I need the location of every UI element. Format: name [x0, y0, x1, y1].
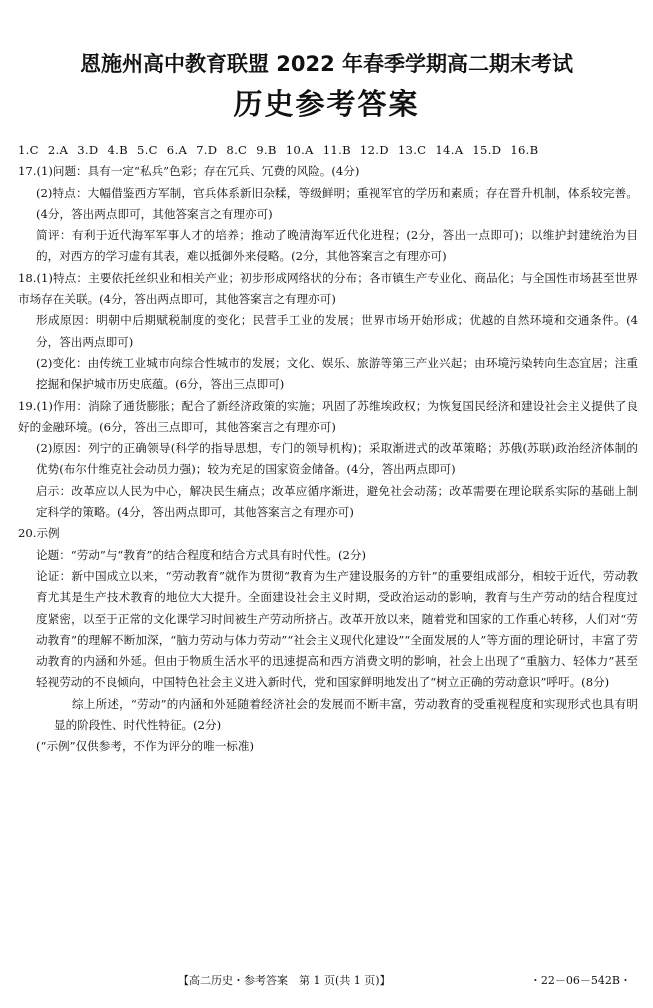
- q18-part2: (2)变化：由传统工业城市向综合性城市的发展；文化、娱乐、旅游等第三产业兴起；由环境污染转向生态宜居；注重挖掘和保护城市历史底蕴。(6分，答出三点即可): [36, 355, 638, 392]
- q19-insight: 启示：改革应以人民为中心，解决民生痛点；改革应循序渐进，避免社会动荡；改革需要在理论联系实际的基础上制定科学的策略。(4分，答出两点即可，其他答案言之有理亦可): [36, 483, 638, 520]
- q17-part2: (2)特点：大幅借鉴西方军制，官兵体系新旧杂糅，等级鲜明；重视军官的学历和素质；存在晋升机制，体系较完善。(4分，答出两点即可，其他答案言之有理亦可): [36, 185, 638, 221]
- mc-answer: 5.C: [136, 143, 158, 157]
- q20-heading: 20.示例: [18, 526, 60, 541]
- page-footer: [0, 972, 653, 992]
- q20-conclusion: 综上所述，“劳动”的内涵和外延随着经济社会的发展而不断丰富，劳动教育的受重视程度和实现形式也具有明显的阶段性、时代性特征。(2分): [54, 696, 638, 733]
- mc-answer: 12.D: [359, 143, 389, 157]
- mc-answer: 3.D: [77, 143, 99, 157]
- mc-answer: 13.C: [397, 143, 427, 157]
- document-subtitle: 历史参考答案: [233, 87, 420, 121]
- q17-evaluation: 简评：有利于近代海军军事人才的培养；推动了晚清海军近代化进程；(2分，答出一点即可)；以维护封建统治为目的，对西方的学习虚有其表，难以抵御外来侵略。(2分，其他答案言之有理亦可): [36, 228, 638, 264]
- mc-answer: 10.A: [285, 143, 314, 157]
- mc-answer: 11.B: [322, 143, 351, 157]
- mc-answer: 8.C: [226, 143, 248, 157]
- exam-title: 恩施州高中教育联盟 2022 年春季学期高二期末考试: [79, 52, 574, 76]
- footer-doc-code: ・22－06－542B・: [529, 974, 631, 987]
- q19-part1: 19.(1)作用：消除了通货膨胀；配合了新经济政策的实施；巩固了苏维埃政权；为恢复国民经济和建设社会主义提供了良好的金融环境。(6分，答出三点即可，其他答案言之有理亦可): [18, 398, 638, 434]
- mc-answer: 9.B: [256, 143, 277, 157]
- q17-part1: 17.(1)问题：具有一定“私兵”色彩；存在冗兵、冗费的风险。(4分): [18, 164, 360, 179]
- mc-answer: 16.B: [510, 143, 539, 157]
- q20-argument: 论证：新中国成立以来，“劳动教育”就作为贯彻“教育为生产建设服务的方针”的重要组成部分，相较于近代，劳动教育尤其是生产技术教育的地位大大提升。全面建设社会主义时期，受政治运动的影响，教育与生产劳动的结合程度过度紧密，以至于正常的文化课学习时间被生产劳动所挤占。改革开放以来，随着党和国家的工作重心转移，人们对“劳动教育”的理解不断加深，“脑力劳动与体力劳动”“社会主义现代化建设”“全面发展的人”等方面的理论研讨，丰富了劳动教育的内涵和外延。但由于物质生活水平的迅速提高和西方消费文明的影响，社会上出现了“重脑力、轻体力”甚至轻视劳动的不良倾向，中国特色社会主义进入新时代，党和国家鲜明地发出了“树立正确的劳动意识”呼吁。(8分): [36, 568, 638, 690]
- multiple-choice-answers: [18, 140, 638, 161]
- mc-answer: 4.B: [107, 143, 128, 157]
- mc-answer: 6.A: [166, 143, 188, 157]
- mc-answer: 7.D: [196, 143, 218, 157]
- q19-part2: (2)原因：列宁的正确领导(科学的指导思想，专门的领导机构)；采取渐进式的改革策略；苏俄(苏联)政治经济体制的优势(布尔什维克社会动员力强)；较为充足的国家资金储备。(4分，答出两点即可): [36, 441, 638, 477]
- answer-content: [18, 140, 638, 758]
- footer-page-info: 【高二历史・参考答案 第 1 页(共 1 页)】: [178, 974, 391, 987]
- mc-answer: 1.C: [18, 143, 39, 157]
- q18-part1: 18.(1)特点：主要依托丝织业和相关产业；初步形成网络状的分布；各市镇生产专业化、商品化；与全国性市场甚至世界市场存在关联。(4分，答出两点即可，其他答案言之有理亦可): [18, 270, 638, 307]
- q20-thesis: 论题：“劳动”与“教育”的结合程度和结合方式具有时代性。(2分): [36, 547, 366, 562]
- mc-answer: 14.A: [435, 143, 464, 157]
- q18-causes: 形成原因：明朝中后期赋税制度的变化；民营手工业的发展；世界市场开始形成；优越的自然环境和交通条件。(4分，答出两点即可): [36, 313, 638, 349]
- mc-answer: 15.D: [472, 143, 502, 157]
- mc-answer: 2.A: [47, 143, 69, 157]
- q20-note: (“示例”仅供参考，不作为评分的唯一标准): [36, 739, 254, 754]
